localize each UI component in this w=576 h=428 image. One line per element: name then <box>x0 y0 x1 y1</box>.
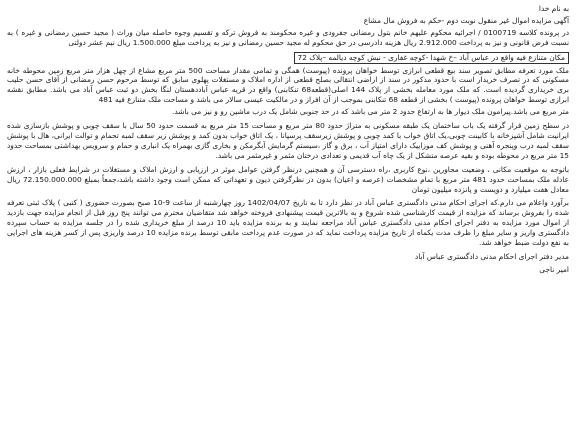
notice-title: آگهی مزایده اموال غیر منقول نوبت دوم -حکم به فروش مال مشاع <box>363 15 569 25</box>
deed-paragraph-cont: متر مربع می باشد.پیرامون ملک دیوار ها به ارتفاع حدود 2 متر می باشد که در حد جنوبی شامل یک درب ماشین رو و نیز می باشد. <box>172 107 569 117</box>
signature-title: مدیر دفتر اجرای احکام مدنی دادگستری عباس آباد <box>414 251 569 261</box>
invocation-heading: به نام خدا <box>538 4 569 13</box>
auction-terms-paragraph: برآورد واعلام می دارم.که اجرای احکام مدنی دادگستری عباس آباد در نظر دارد تا به تاریخ 1402/04/07 روز چهارشنبه از ساعت 9-10 صبح بصورت حضوری ( کتبی ) پلاک ثبتی تعرفه شده را بفروش برساند که مزایده از قیمت کارشناسی شده شروع و به بالاترین قیمت پیشنهادی فروخته خواهد شد متقاضیان محترم می توانند پنج روز قبل از انجام مزایده جهت بازدید از اموال مورد مزایده به دفتر اجرای احکام مدنی دادگستری عباس آباد مراجعه نمایند و به برنده مزایده باید 10 درصد از مبلغ خریداری شده را در جلسه مزایده به حساب سپرده دادگستری واریز و سایر مبلغ را ظرف مدت یکماه از تاریخ مزایده پرداخت نماید که در صورت عدم پرداخت مابقی توسط برنده مزایده 10 درصد واریزی پس از کسر هزینه های اجرایی به نفع دولت ضبط خواهد شد. <box>7 198 570 248</box>
property-location <box>7 52 569 64</box>
signature-name: امیر ناجی <box>539 264 569 274</box>
valuation-paragraph: باتوجه به موقعیت مکانی ، وضعیت مجاورین ،نوع کاربری ،راه دسترسی آن و همچنین درنظر گرفتن عوامل موثر در ارزیابی و ارزش املاک و مستغلات در شرایط فعلی بازار ، ارزش عادله ملک بمساحت حدود 481 متر مربع با تمام مشخصات (عرصه و اعیان) بدون در نظرگرفتن دیون و تعهداتی که ممکن است وجود داشته باشد،جمعاً بمبلغ 72.150.000.000 ریال معادل هفت میلیارد و دویست و پانزده میلیون تومان <box>7 164 569 194</box>
deed-paragraph: ملک مورد تعرفه مطابق تصویر سند بیع قطعی ابرازی توسط خواهان پرونده (پیوست) همگی و تمامی مقدار مساحت 500 متر مربع مشاع از چهل هزار متر مربع زمین محوطه خانه مسکونی که در تصرف خریدار است با حدود مذکور در سند از اراضی انتقالی بصلح قطعی از اداره املاک و مستغلات پهلوی سابق که توسط مرحوم حسن رمضانی از آقای حسن حلیب بری خریداری گردیده است. که ملک مورد معامله بخشی از پلاک 144 اصلی(قطعه68 تنکابنی) واقع در قریه عباس آباددهستان لنگا بخش دو ثبت عباس آباد می باشد. مطابق نقشه ابرازی توسط خواهان پرونده (پیوست ) بخشی از قطعه 68 تنکابنی بموجب از آن افراز و در مالکیت عیسی سالار می باشد و مساحت ملک متنازع فیه 481 <box>7 65 569 105</box>
building-paragraph: در سطح زمین قرار گرفته یک باب ساختمان یک طبقه مسکونی به متراژ حدود 80 متر مربع و مساحت 15 متر مربع به قسمت حدود 50 سال با سقف چوبی و پوشش بازسازی شده ایرانیت شامل آشپزخانه با کابینت چوبی،یک اتاق خواب با کمد چوبی و پوشش زیرسقف پرسپانا ، یک اتاق خواب بدون کمد و پوشش زیر سقف لمبه تحمام و توالت ایرانی، هال با پوشش سقف لمبه درب وپنجره آهنی و پوشش کف موزاییک دارای امتیاز آب ، برق و گاز ،سیستم گرمایش آبگرمکن و بخاری گازی بهمراه یک انباری و حمام و سرویس بهداشتی بمساحت حدود 15 متر مربع در محوطه بوده و بقیه عرصه متشکل از یک چاه آب قدیمی و تعدادی درختان مثمر و غیرمثمر می باشد. <box>7 121 570 160</box>
case-paragraph: در پرونده کلاسه 0100719 / اجرائیه محکوم علیهم خانم بتول رمضانی جفرودی و غیره محکومند به فروش ترکه و تقسیم وجوه حاصله میان وراث ( مجید حسین رمضانی و غیره ) به نسبت فرض قانونی و نیز به پرداخت 2.912.000 ریال هزینه دادرسی در حق محکوم له مجید حسین رمضانی و نیز به پرداخت مبلغ 1.500.000 ریال نیم عشر دولتی <box>7 27 569 47</box>
location-box: مکان متنازع فیه واقع در عباس آباد –خ شهدا -کوچه غفاری - نبش کوچه دیالمه –پلاک 72 <box>294 52 569 64</box>
